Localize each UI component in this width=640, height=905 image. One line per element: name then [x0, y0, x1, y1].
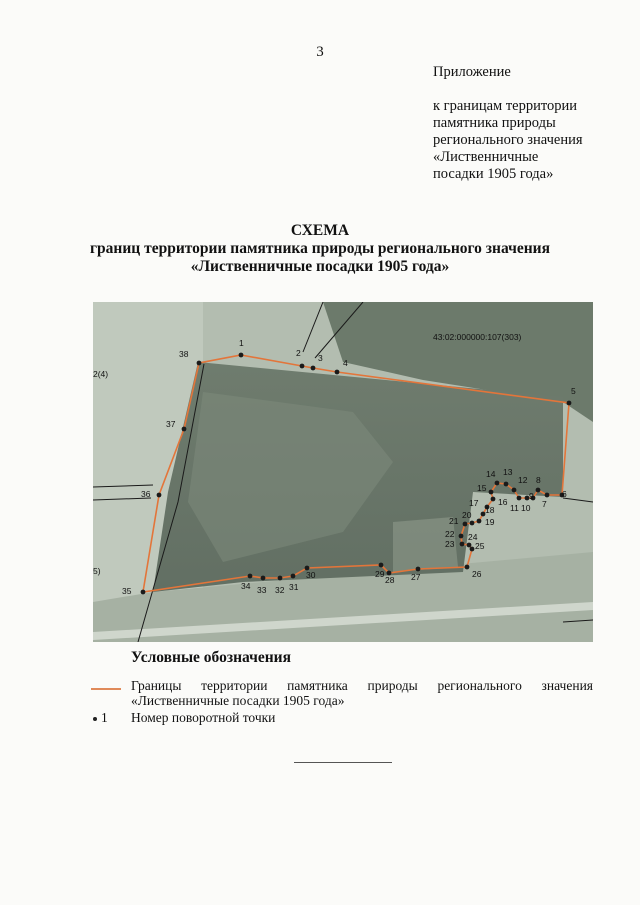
- turning-point-label: 13: [503, 467, 513, 477]
- turning-point-label: 10: [521, 503, 531, 513]
- turning-point-marker: [467, 543, 472, 548]
- turning-point-label: 37: [166, 419, 176, 429]
- turning-point-label: 28: [385, 575, 395, 585]
- turning-point-marker: [311, 366, 316, 371]
- turning-point-label: 34: [241, 581, 251, 591]
- turning-point-marker: [491, 497, 496, 502]
- turning-point-marker: [470, 521, 475, 526]
- turning-point-marker: [261, 576, 266, 581]
- turning-point-marker: [197, 361, 202, 366]
- turning-point-label: 26: [472, 569, 482, 579]
- turning-point-label: 14: [486, 469, 496, 479]
- appendix-line: посадки 1905 года»: [433, 166, 554, 182]
- turning-point-marker: [525, 496, 530, 501]
- turning-point-marker: [460, 542, 465, 547]
- legend-point-sample: 1: [101, 710, 108, 725]
- turning-point-label: 1: [239, 338, 244, 348]
- turning-point-label: 4: [343, 358, 348, 368]
- legend-heading: Условные обозначения: [131, 649, 292, 666]
- title-line-1: СХЕМА: [290, 222, 350, 239]
- turning-point-label: 38: [179, 349, 189, 359]
- turning-point-marker: [465, 565, 470, 570]
- appendix-heading: Приложение: [433, 64, 511, 80]
- turning-point-label: 25: [475, 541, 485, 551]
- turning-point-label: 11: [510, 503, 519, 513]
- turning-point-marker: [416, 567, 421, 572]
- turning-point-label: 29: [375, 569, 385, 579]
- appendix-line: к границам территории: [433, 98, 578, 114]
- turning-point-label: 17: [469, 498, 479, 508]
- turning-point-marker: [517, 496, 522, 501]
- legend-boundary-text: Границы территории памятника природы регионального значения «Лиственничные посадки 1905 года»: [131, 678, 593, 708]
- cadastral-number: 43:02:000000:107(303): [433, 332, 522, 342]
- turning-point-label: 23: [445, 539, 455, 549]
- turning-point-marker: [239, 353, 244, 358]
- turning-point-marker: [512, 488, 517, 493]
- map-canvas: [93, 302, 593, 642]
- turning-point-label: 15: [477, 483, 487, 493]
- edge-label: 5): [93, 566, 101, 576]
- turning-point-marker: [504, 482, 509, 487]
- turning-point-label: 16: [498, 497, 508, 507]
- turning-point-marker: [182, 427, 187, 432]
- turning-point-marker: [489, 490, 494, 495]
- turning-point-label: 12: [518, 475, 528, 485]
- title-line-2: границ территории памятника природы регионального значения: [90, 240, 550, 257]
- turning-point-marker: [459, 534, 464, 539]
- turning-point-marker: [463, 522, 468, 527]
- turning-point-marker: [291, 574, 296, 579]
- turning-point-label: 7: [542, 499, 547, 509]
- turning-point-label: 8: [536, 475, 541, 485]
- turning-point-label: 30: [306, 570, 316, 580]
- turning-point-label: 5: [571, 386, 576, 396]
- turning-point-label: 3: [318, 353, 323, 363]
- turning-point-marker: [157, 493, 162, 498]
- turning-point-label: 18: [485, 505, 495, 515]
- turning-point-label: 24: [468, 532, 478, 542]
- legend-boundary-symbol: [91, 688, 121, 690]
- turning-point-marker: [477, 519, 482, 524]
- turning-point-label: 2: [296, 348, 301, 358]
- turning-point-marker: [141, 590, 146, 595]
- title-line-3: «Лиственничные посадки 1905 года»: [190, 258, 450, 275]
- turning-point-marker: [300, 364, 305, 369]
- turning-point-marker: [379, 563, 384, 568]
- turning-point-label: 19: [485, 517, 495, 527]
- separator-line: [294, 762, 392, 763]
- turning-point-marker: [567, 401, 572, 406]
- legend-point-symbol: [93, 717, 97, 721]
- turning-point-label: 21: [449, 516, 459, 526]
- turning-point-marker: [536, 488, 541, 493]
- satellite-map: [93, 302, 593, 642]
- appendix-block: [433, 64, 633, 183]
- edge-label: 2(4): [93, 369, 109, 379]
- turning-point-marker: [248, 574, 253, 579]
- turning-point-label: 6: [562, 489, 567, 499]
- turning-point-label: 22: [445, 529, 455, 539]
- turning-point-label: 9: [529, 491, 534, 501]
- appendix-line: памятника природы: [433, 115, 556, 131]
- turning-point-marker: [545, 493, 550, 498]
- appendix-line: регионального значения: [433, 132, 583, 148]
- turning-point-marker: [495, 481, 500, 486]
- turning-point-label: 35: [122, 586, 132, 596]
- appendix-line: «Лиственничные: [433, 149, 539, 165]
- turning-point-label: 32: [275, 585, 285, 595]
- turning-point-label: 27: [411, 572, 421, 582]
- turning-point-label: 31: [289, 582, 299, 592]
- turning-point-label: 33: [257, 585, 267, 595]
- turning-point-label: 20: [462, 510, 472, 520]
- turning-point-marker: [335, 370, 340, 375]
- page-number: 3: [316, 44, 324, 60]
- legend-point-text: Номер поворотной точки: [131, 710, 276, 725]
- turning-point-marker: [470, 547, 475, 552]
- scheme-title: [0, 222, 640, 276]
- turning-point-label: 36: [141, 489, 151, 499]
- turning-point-marker: [278, 576, 283, 581]
